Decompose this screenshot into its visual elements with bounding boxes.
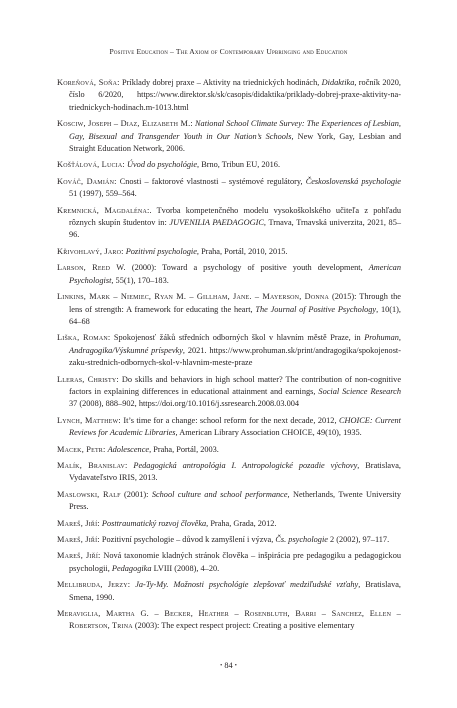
reference-details: , Praha, Portál, 2003. — [149, 444, 219, 454]
reference-details: LVIII (2008), 4–20. — [151, 563, 220, 573]
reference-details: 37 (2008), 888–902, https://doi.org/10.1016/j.ssresearch.2008.03.004 — [69, 399, 300, 409]
reference-authors: Kosciw, Joseph – Diaz, Elizabeth M.: — [57, 119, 193, 129]
reference-entry — [57, 332, 401, 369]
reference-details: , Praha, Portál, 2010, 2015. — [196, 246, 288, 256]
reference-authors: Linkins, Mark – Niemiec, Ryan M. – Gillham, Jane. – Mayerson, Donna — [57, 292, 329, 302]
reference-text: (2001): — [120, 489, 152, 499]
reference-list — [57, 77, 401, 633]
reference-text: (2015): Through the lens of strength: A framework for educating the heart, — [69, 292, 401, 314]
reference-entry — [57, 118, 401, 155]
reference-details: , Brno, Tribun EU, 2016. — [197, 160, 281, 170]
reference-entry — [57, 518, 401, 530]
reference-entry — [57, 489, 401, 514]
reference-authors: Mareš, Jiří: — [57, 551, 101, 561]
reference-authors: Lynch, Matthew: — [57, 415, 121, 425]
reference-authors: Mareš, Jiří: — [57, 535, 100, 544]
reference-title: Pedagogická antropológia I. Antropologické pozadie výchovy — [133, 460, 358, 470]
reference-title: Prohuman, Andragogika/Výskumné príspevky — [69, 333, 401, 355]
reference-entry — [57, 415, 401, 440]
page-number — [0, 661, 457, 670]
running-header: Positive Education – The Axiom of Contemporary Upbringing and Education — [109, 47, 348, 56]
reference-details: , Netherlands, Twente University Press. — [69, 489, 402, 512]
reference-entry — [57, 205, 401, 242]
reference-entry — [57, 176, 401, 201]
reference-entry — [57, 550, 401, 575]
reference-text: Cnosti – faktorové vlastnosti – systémové regulátory, — [116, 176, 306, 186]
reference-title: Pozitivní psychologie — [125, 246, 197, 256]
reference-title: National School Climate Survey: The Experiences of Lesbian, Gay, Bisexual and Transgender Youth in Our Nation’s Schools — [69, 119, 401, 141]
reference-authors: Koreňová, Soňa: — [57, 78, 120, 87]
reference-details: , Praha, Grada, 2012. — [206, 518, 277, 528]
reference-text: It’s time for a change: school reform for the next decade, 2012, — [120, 415, 339, 425]
reference-details: 2 (2002), 97–117. — [327, 535, 390, 544]
reference-authors: Mellibruda, Jerzy: — [57, 580, 131, 590]
reference-details: , 2021. https://www.prohuman.sk/print/andragogika/spokojenost-zaku-strednich-odbornych-skol-v-hlavnim-meste-praze — [69, 345, 401, 368]
reference-entry — [57, 159, 401, 171]
reference-text: (2000): Toward a psychology of positive youth development, — [125, 263, 369, 273]
reference-entry — [57, 374, 401, 411]
reference-title: Didaktika — [321, 78, 355, 87]
reference-title: Adolescence — [107, 444, 150, 454]
reference-details: 51 (1997), 559–564. — [69, 189, 137, 199]
reference-details: , 55(1), 170–183. — [111, 275, 169, 285]
reference-entry — [57, 77, 401, 114]
reference-entry — [57, 246, 401, 258]
reference-authors: Lleras, Christy: — [57, 374, 119, 384]
reference-entry — [57, 534, 401, 546]
reference-authors: Maslowski, Ralf — [57, 489, 121, 499]
reference-details: , ročník 2020, číslo 6/2020, https://www.direktor.sk/sk/casopis/didaktika/priklady-dobrej-praxe-aktivity-na-triednickych-hodinach.m-1013.html — [69, 78, 401, 112]
bullet-icon: • — [234, 663, 237, 669]
reference-title: School culture and school performance — [151, 489, 288, 499]
reference-text: (2003): The expect respect project: Creating a positive elementary — [132, 621, 355, 631]
reference-authors: Larson, Reed W. — [57, 263, 126, 273]
reference-authors: Křivohlavý, Jaro: — [57, 246, 124, 256]
reference-text: . Tvorba kompetenčného modelu vysokoškolského učiteľa z pohľadu rôznych skupín študentov in: — [69, 205, 401, 228]
reference-details: , 10(1), 64–68 — [69, 304, 401, 326]
reference-text: Do skills and behaviors in high school matter? The contribution of non-cognitive factors in explaining differences in educational attainment and earnings, — [69, 374, 401, 396]
reference-entry — [57, 579, 401, 604]
reference-title: Pedagogika — [111, 563, 152, 573]
reference-title: Ja-Ty-My. Možnosti psychológie zlepšovať medziľudské vzťahy — [135, 580, 359, 590]
reference-authors: Meraviglia, Martha G. – Becker, Heather – Rosenbluth, Barri – Sanchez, Ellen – Robertson, Trina — [57, 609, 401, 631]
reference-authors: Mareš, Jiří: — [57, 518, 100, 528]
reference-entry — [57, 460, 401, 485]
reference-entry — [57, 262, 401, 287]
reference-text: Pozitivní psychologie – důvod k zamyšlení i výzva, — [99, 535, 276, 544]
reference-authors: Malík, Branislav: — [57, 460, 128, 470]
reference-title: Čs. psychologie — [275, 535, 328, 544]
reference-text: Spokojenosť žáků středních odborných škol v hlavním městě Praze, in — [110, 333, 365, 343]
reference-title: Social Science Research — [318, 386, 402, 396]
bullet-icon: • — [220, 663, 223, 669]
reference-entry — [57, 444, 401, 456]
reference-authors: Kováč, Damián: — [57, 176, 117, 186]
reference-details: , Trnava, Trnavská univerzita, 2021, 85–96. — [69, 218, 402, 240]
reference-authors: Košťálová, Lucia: — [57, 160, 125, 170]
reference-details: , Bratislava, Smena, 1990. — [69, 580, 401, 602]
reference-title: Posttraumatický rozvoj člověka — [101, 518, 207, 528]
reference-title: Československá psychologie — [305, 176, 401, 186]
reference-title: JUVENILIA PAEDAGOGIC — [169, 218, 264, 228]
reference-details: , American Library Association CHOICE, 49(10), 1935. — [175, 428, 362, 438]
reference-details: , New York, Gay, Lesbian and Straight Education Network, 2006. — [69, 131, 401, 154]
reference-authors: Kremnická, Magdaléna: — [57, 205, 150, 215]
reference-title: American Psychologist — [69, 263, 401, 285]
reference-title: The Journal of Positive Psychology — [255, 304, 377, 314]
page-number-value: 84 — [224, 661, 233, 670]
reference-text: Nová taxonomie kladných stránok člověka – inšpirácia pre pedagogiku a pedagogickou psychologii, — [69, 551, 401, 573]
reference-title: Úvod do psychológie — [127, 160, 198, 170]
reference-details: , Bratislava, Vydavateľstvo IRIS, 2013. — [69, 460, 401, 483]
reference-entry — [57, 608, 401, 633]
reference-title: CHOICE: Current Reviews for Academic Libraries — [69, 415, 401, 438]
reference-authors: Liška, Roman: — [57, 333, 111, 343]
reference-authors: Macek, Petr: — [57, 444, 106, 454]
reference-entry — [57, 291, 401, 328]
reference-text: Príklady dobrej praxe – Aktivity na triednických hodinách, — [119, 78, 322, 87]
